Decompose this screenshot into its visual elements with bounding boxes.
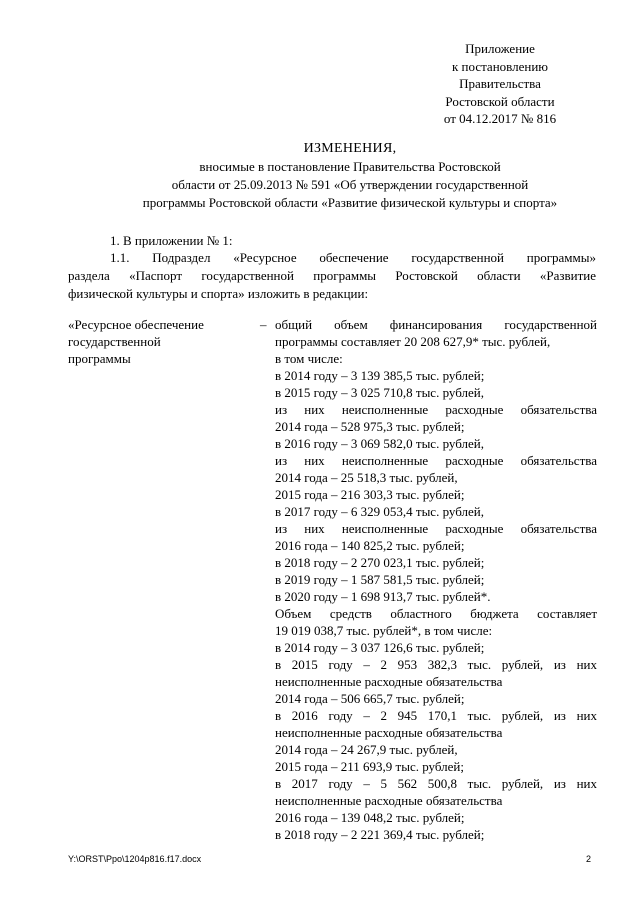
content-line: 2016 года – 139 048,2 тыс. рублей; [275,810,465,825]
heading-line: программы Ростовской области «Развитие физической культуры и спорта» [142,195,558,210]
content-line: в 2018 году – 2 221 369,4 тыс. рублей; [275,827,485,842]
content-line: в 2016 году – 3 069 582,0 тыс. рублей, [275,436,484,451]
label-line: государственной [68,334,161,349]
document-title: ИЗМЕНЕНИЯ, [303,141,397,156]
content-line: в 2020 году – 1 698 913,7 тыс. рублей*. [275,589,491,604]
content-line: 2014 года – 506 665,7 тыс. рублей; [275,691,465,706]
table-dash: – [260,317,267,332]
paragraph-1: 1. В приложении № 1: [110,233,233,248]
content-line: неисполненные расходные обязательства [275,725,503,740]
content-line: программы составляет 20 208 627,9* тыс. рублей, [275,334,551,349]
table-label [68,316,253,367]
annex-line: Приложение [465,41,535,56]
label-line: программы [68,351,131,366]
label-line: «Ресурсное обеспечение [68,317,204,332]
content-line: неисполненные расходные обязательства [275,674,503,689]
content-line: 2015 года – 211 693,9 тыс. рублей; [275,759,464,774]
annex-line: от 04.12.2017 № 816 [443,111,557,126]
paragraph-line: 1.1. Подраздел «Ресурсное обеспечение государственной программы» [110,250,596,265]
content-line: в 2015 году – 2 953 382,3 тыс. рублей, из них [275,657,597,672]
content-line: в 2018 году – 2 270 023,1 тыс. рублей; [275,555,485,570]
heading-line: области от 25.09.2013 № 591 «Об утверждении государственной [171,177,529,192]
content-line: в 2019 году – 1 587 581,5 тыс. рублей; [275,572,485,587]
content-line: 2014 года – 24 267,9 тыс. рублей, [275,742,458,757]
paragraph-line: физической культуры и спорта» изложить в редакции: [68,286,369,301]
content-line: из них неисполненные расходные обязательства [275,402,597,417]
paragraph-1-1 [68,249,596,303]
content-line: общий объем финансирования государственной [275,317,597,332]
content-line: из них неисполненные расходные обязательства [275,521,597,536]
footer-file-path: Y:\ORST\Ppo\1204p816.f17.docx [68,854,202,864]
content-line: 2015 года – 216 303,3 тыс. рублей; [275,487,465,502]
paragraph-line: раздела «Паспорт государственной программы Ростовской области «Развитие [68,268,596,283]
annex-line: Ростовской области [445,93,555,109]
content-line: в 2017 году – 5 562 500,8 тыс. рублей, из них [275,776,597,791]
content-line: в 2014 году – 3 139 385,5 тыс. рублей; [275,368,485,383]
content-line: 19 019 038,7 тыс. рублей*, в том числе: [275,623,493,638]
content-line: в 2015 году – 3 025 710,8 тыс. рублей, [275,385,484,400]
annex-line: Правительства [459,76,541,91]
content-line: в 2014 году – 3 037 126,6 тыс. рублей; [275,640,485,655]
content-line: из них неисполненные расходные обязательства [275,453,597,468]
content-line: в том числе: [275,351,343,366]
content-line: 2014 года – 25 518,3 тыс. рублей, [275,470,458,485]
content-line: Объем средств областного бюджета составляет [275,606,597,621]
heading-line: вносимые в постановление Правительства Ростовской [199,159,501,174]
annex-line: к постановлению [451,58,549,74]
table-content [275,316,597,843]
footer-page-number: 2 [586,854,592,864]
content-line: 2014 года – 528 975,3 тыс. рублей; [275,419,465,434]
content-line: в 2017 году – 6 329 053,4 тыс. рублей, [275,504,484,519]
content-line: неисполненные расходные обязательства [275,793,503,808]
document-heading [60,140,640,212]
content-line: в 2016 году – 2 945 170,1 тыс. рублей, из них [275,708,597,723]
content-line: 2016 года – 140 825,2 тыс. рублей; [275,538,465,553]
annex-block [400,40,600,128]
